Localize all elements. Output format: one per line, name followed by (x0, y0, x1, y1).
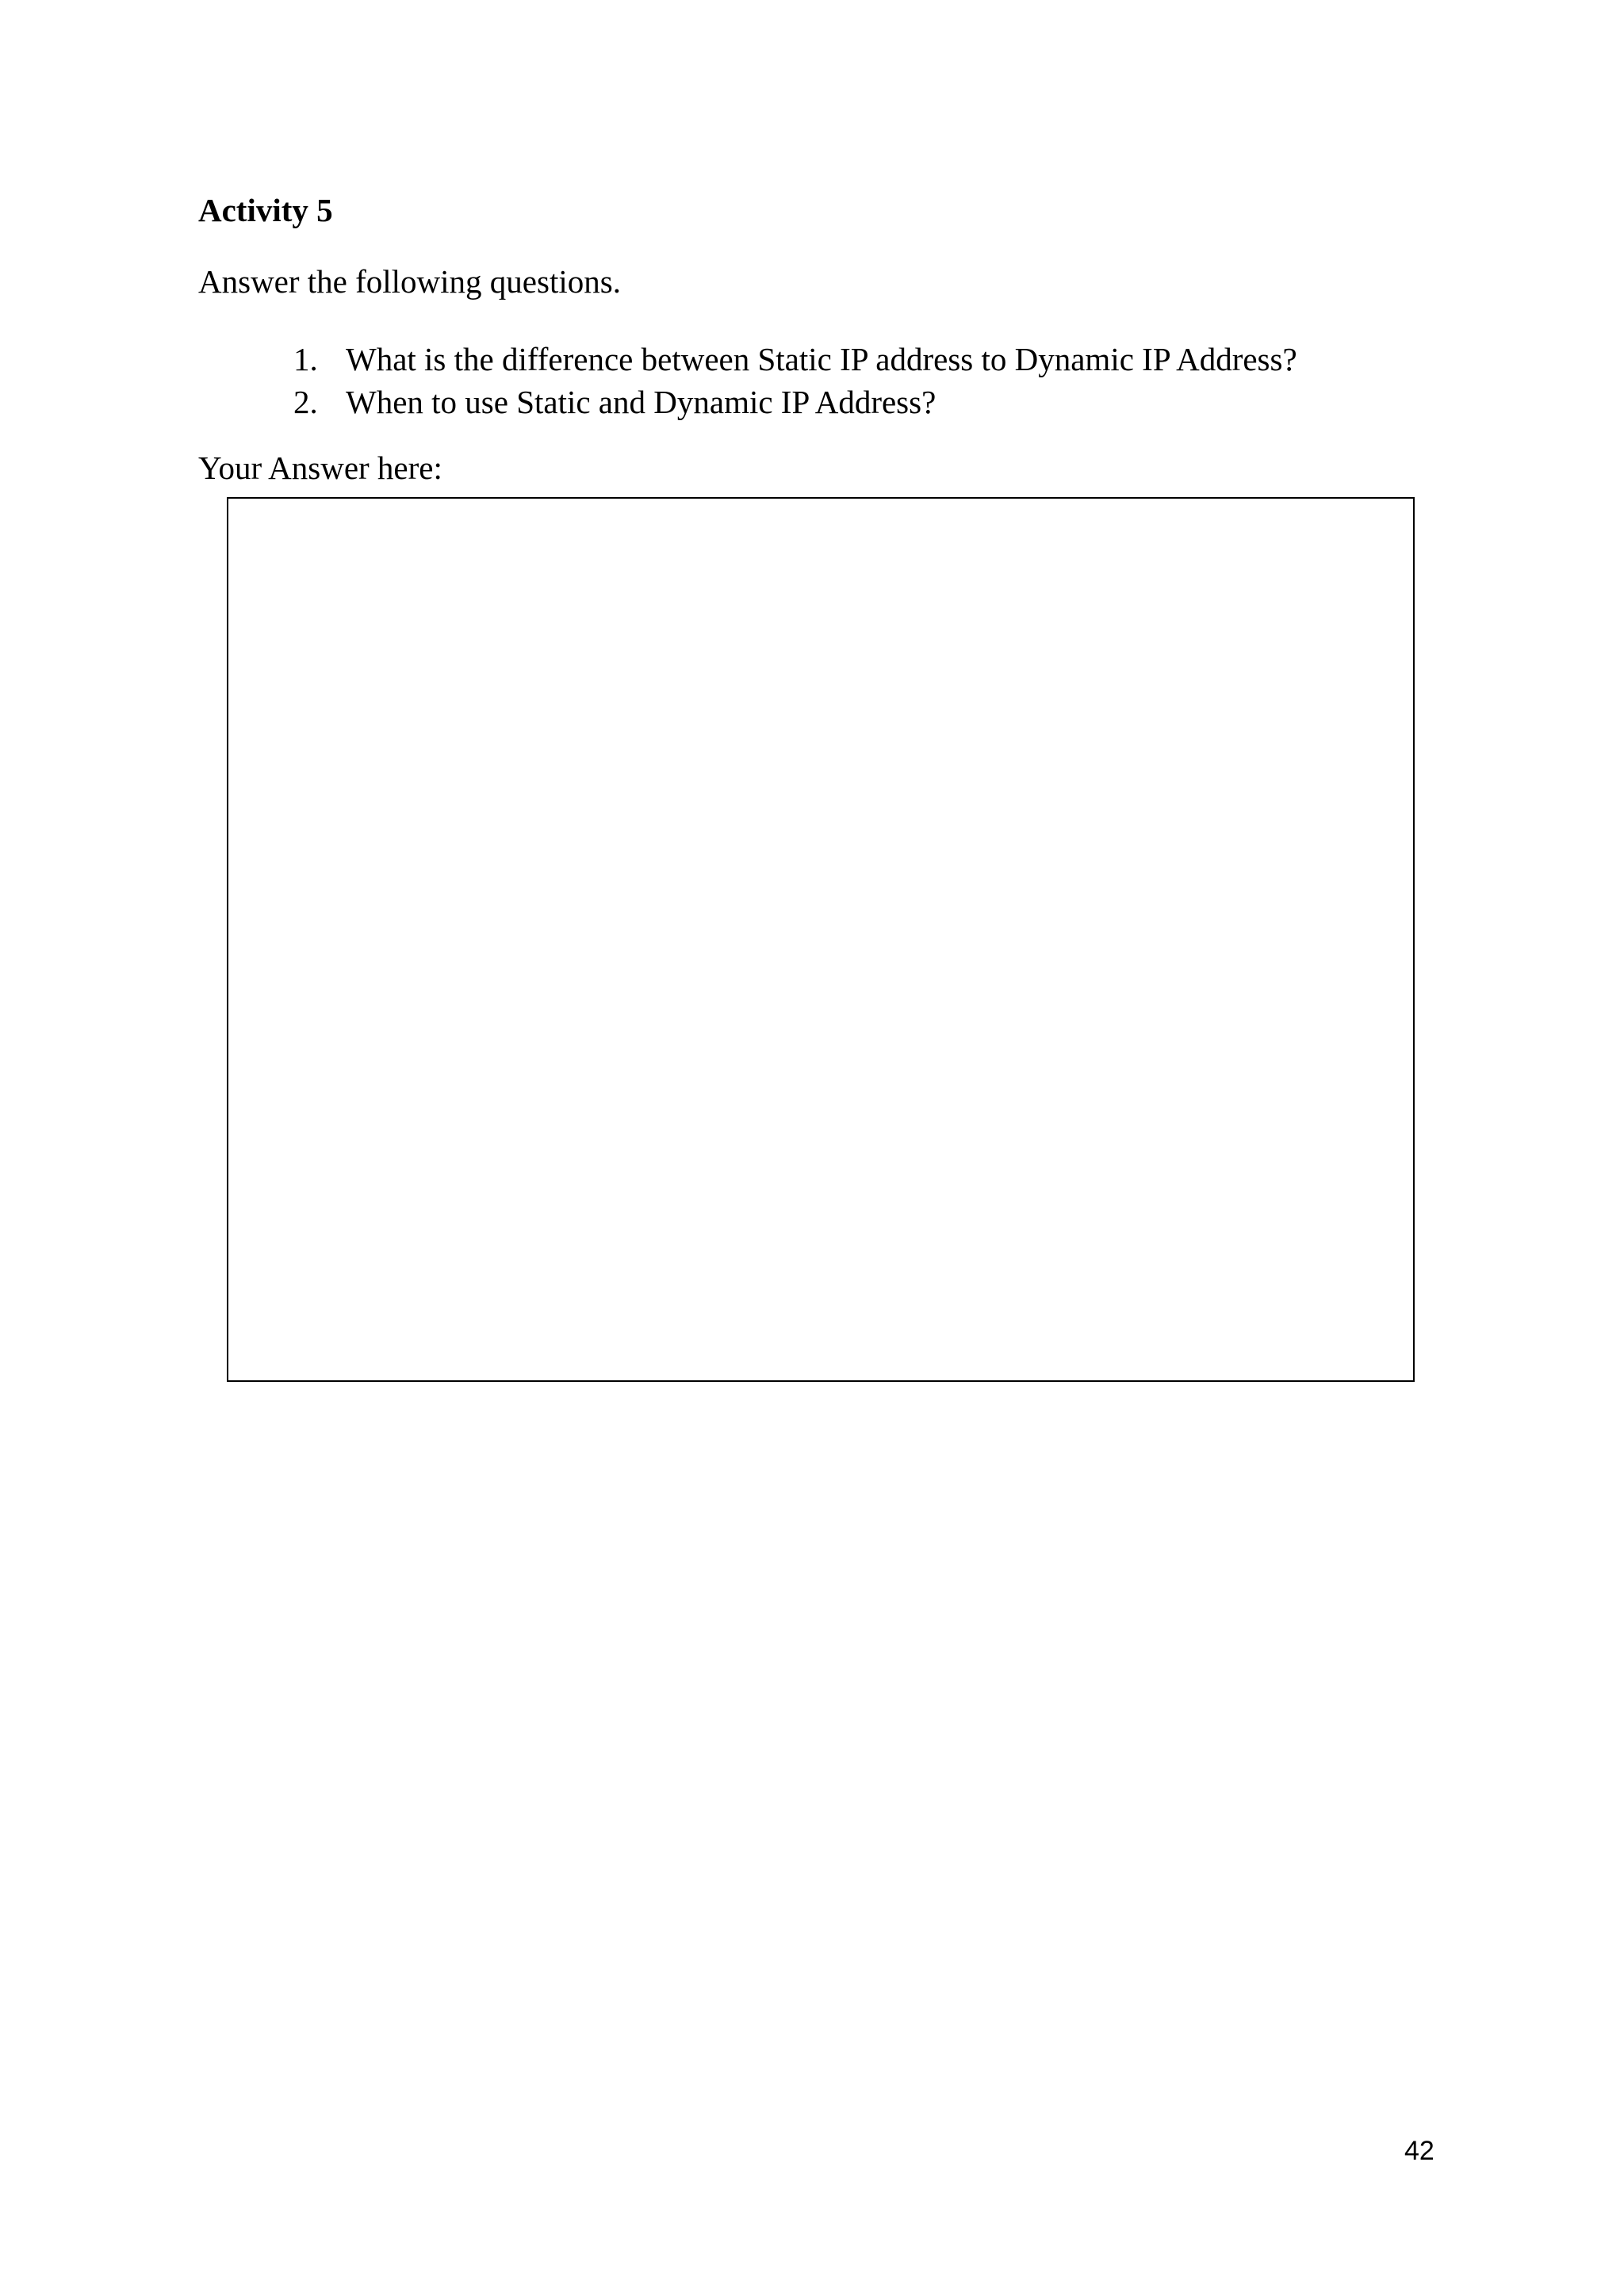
question-list (198, 338, 1297, 423)
answer-label: Your Answer here: (198, 450, 442, 486)
answer-box[interactable] (227, 497, 1415, 1382)
question-text: What is the difference between Static IP address to Dynamic IP Address? (346, 341, 1297, 377)
question-number: 1. (293, 341, 318, 377)
question-item-2 (198, 381, 1297, 423)
activity-title: Activity 5 (198, 192, 333, 228)
question-item-1 (198, 338, 1297, 381)
activity-instruction: Answer the following questions. (198, 263, 621, 300)
page-number: 42 (1404, 2136, 1434, 2166)
question-text: When to use Static and Dynamic IP Address? (346, 384, 936, 420)
question-number: 2. (293, 384, 318, 420)
